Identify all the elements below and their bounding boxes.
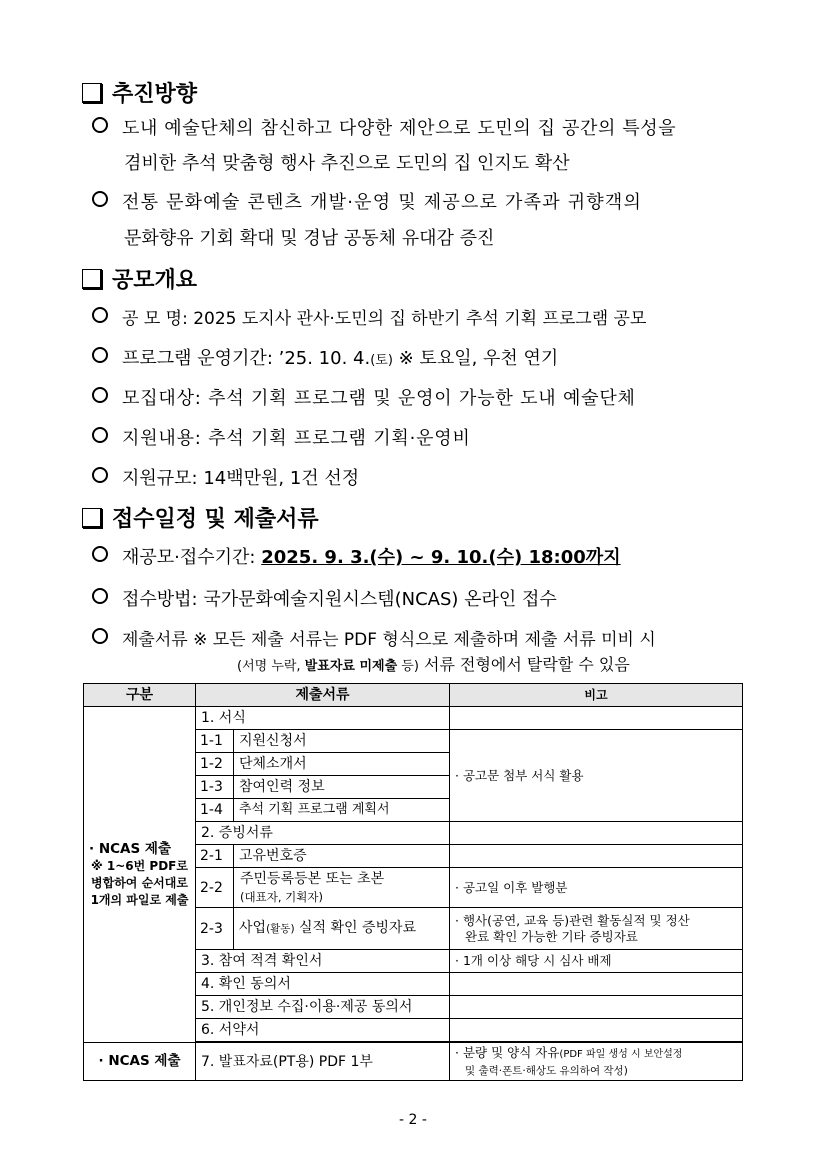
circle-bullet-icon: [92, 307, 108, 323]
direction-item-1: 도내 예술단체의 참신하고 다양한 제안으로 도민의 집 공간의 특성을: [92, 117, 676, 141]
direction-item-1-cont: 겸비한 추석 맞춤형 행사 추진으로 도민의 집 인지도 확산: [124, 153, 570, 174]
table-row: [84, 707, 743, 730]
circle-bullet-icon: [92, 467, 108, 483]
section-title-direction: 추진방향: [82, 80, 197, 110]
table-row: · NCAS 제출 7. 발표자료(PT용) PDF 1부 · 분량 및 양식 자유(PDF 파일 생성 시 보안설정 및 출력·폰트·해상도 유의하여 작성): [84, 1043, 743, 1081]
table-row: 1-3 참여인력 정보: [84, 776, 743, 799]
header-category: 구분: [84, 684, 196, 707]
circle-bullet-icon: [92, 387, 108, 403]
row-forms: 1. 서식: [196, 707, 450, 730]
header-documents: 제출서류: [196, 684, 450, 707]
schedule-docs-cont: (서명 누락, 발표자료 미제출 등) 서류 전형에서 탈락할 수 있음: [237, 655, 630, 674]
table-row: 2. 증빙서류: [84, 822, 743, 845]
circle-bullet-icon: [92, 628, 108, 644]
table-row: 1-4 추석 기획 프로그램 계획서: [84, 799, 743, 822]
table-header-row: [84, 684, 743, 707]
direction-item-2-cont: 문화향유 기회 확대 및 경남 공동체 유대감 증진: [124, 228, 495, 249]
circle-bullet-icon: [92, 427, 108, 443]
circle-bullet-icon: [92, 191, 108, 207]
group-ncas-2: · NCAS 제출: [84, 1043, 196, 1081]
section-title-overview: 공모개요: [82, 266, 197, 296]
schedule-period: 재공모·접수기간: 2025. 9. 3.(수) ~ 9. 10.(수) 18:00까지: [92, 546, 621, 570]
table-row: 2-1 고유번호증: [84, 845, 743, 868]
checkbox-square-icon: [82, 83, 102, 103]
header-remarks: 비고: [450, 684, 743, 707]
group-ncas-1: · NCAS 제출 ※ 1~6번 PDF로 병합하여 순서대로 1개의 파일로 제출: [84, 707, 196, 1043]
table-row: 3. 참여 적격 확인서 · 1개 이상 해당 시 심사 배제: [84, 950, 743, 973]
page-number: - 2 -: [399, 1112, 427, 1128]
table-row: 1-2 단체소개서: [84, 753, 743, 776]
schedule-method: 접수방법: 국가문화예술지원시스템(NCAS) 온라인 접수: [92, 588, 557, 612]
table-row: 2-3 사업(활동) 실적 확인 증빙자료 · 행사(공연, 교육 등)관련 활동실적 및 정산 완료 확인 가능한 기타 증빙자료: [84, 908, 743, 950]
table-row: 1-1 지원신청서 · 공고문 첨부 서식 활용: [84, 730, 743, 753]
circle-bullet-icon: [92, 546, 108, 562]
table-row: 5. 개인정보 수집·이용·제공 동의서: [84, 996, 743, 1019]
checkbox-square-icon: [82, 508, 102, 528]
direction-item-2: 전통 문화예술 콘텐츠 개발·운영 및 제공으로 가족과 귀향객의: [92, 191, 642, 215]
note-forms: · 공고문 첨부 서식 활용: [450, 730, 743, 822]
overview-scale: 지원규모: 14백만원, 1건 선정: [92, 467, 359, 491]
circle-bullet-icon: [92, 347, 108, 363]
documents-table: [83, 683, 743, 1081]
overview-content: 지원내용: 추석 기획 프로그램 기획·운영비: [92, 427, 471, 451]
checkbox-square-icon: [82, 269, 102, 289]
table-row: 2-2 주민등록등본 또는 초본 (대표자, 기획자) · 공고일 이후 발행분: [84, 868, 743, 908]
overview-target: 모집대상: 추석 기획 프로그램 및 운영이 가능한 도내 예술단체: [92, 387, 636, 411]
table-row: 6. 서약서: [84, 1019, 743, 1042]
circle-bullet-icon: [92, 588, 108, 604]
schedule-docs: 제출서류 ※ 모든 제출 서류는 PDF 형식으로 제출하며 제출 서류 미비 시: [92, 628, 656, 652]
table-row: 4. 확인 동의서: [84, 973, 743, 996]
overview-name: 공 모 명: 2025 도지사 관사·도민의 집 하반기 추석 기획 프로그램 공모: [92, 307, 646, 331]
overview-period: 프로그램 운영기간: ’25. 10. 4.(토) ※ 토요일, 우천 연기: [92, 347, 558, 373]
section-title-schedule: 접수일정 및 제출서류: [82, 505, 319, 535]
circle-bullet-icon: [92, 117, 108, 133]
